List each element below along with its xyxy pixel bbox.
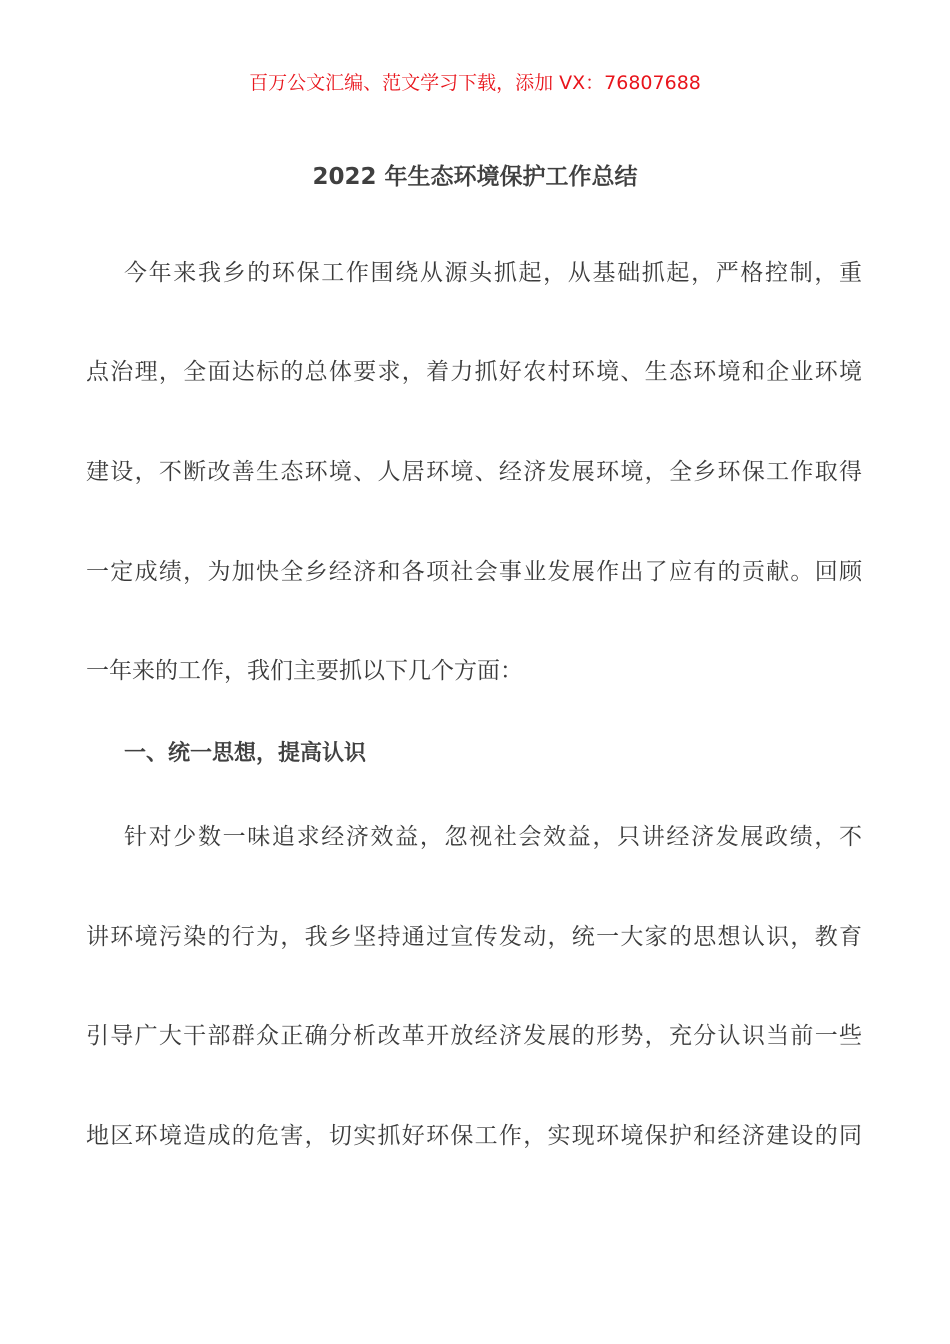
paragraph-line: 引导广大干部群众正确分析改革开放经济发展的形势，充分认识当前一些 bbox=[86, 1023, 862, 1049]
paragraph-line: 地区环境造成的危害，切实抓好环保工作，实现环境保护和经济建设的同 bbox=[86, 1123, 862, 1149]
paragraph-line: 针对少数一味追求经济效益，忽视社会效益，只讲经济发展政绩，不 bbox=[124, 824, 862, 850]
paragraph-line: 今年来我乡的环保工作围绕从源头抓起，从基础抓起，严格控制，重 bbox=[124, 260, 862, 286]
paragraph-line: 一定成绩，为加快全乡经济和各项社会事业发展作出了应有的贡献。回顾 bbox=[86, 559, 862, 585]
section-heading: 一、统一思想，提高认识 bbox=[124, 741, 367, 766]
document-title: 2022 年生态环境保护工作总结 bbox=[312, 164, 638, 190]
paragraph-line: 建设，不断改善生态环境、人居环境、经济发展环境，全乡环保工作取得 bbox=[86, 459, 862, 485]
paragraph-line: 点治理，全面达标的总体要求，着力抓好农村环境、生态环境和企业环境 bbox=[86, 359, 862, 385]
paragraph-line: 一年来的工作，我们主要抓以下几个方面： bbox=[86, 658, 523, 684]
watermark-banner: 百万公文汇编、范文学习下载，添加 VX：76807688 bbox=[249, 72, 701, 94]
paragraph-line: 讲环境污染的行为，我乡坚持通过宣传发动，统一大家的思想认识，教育 bbox=[86, 924, 862, 950]
